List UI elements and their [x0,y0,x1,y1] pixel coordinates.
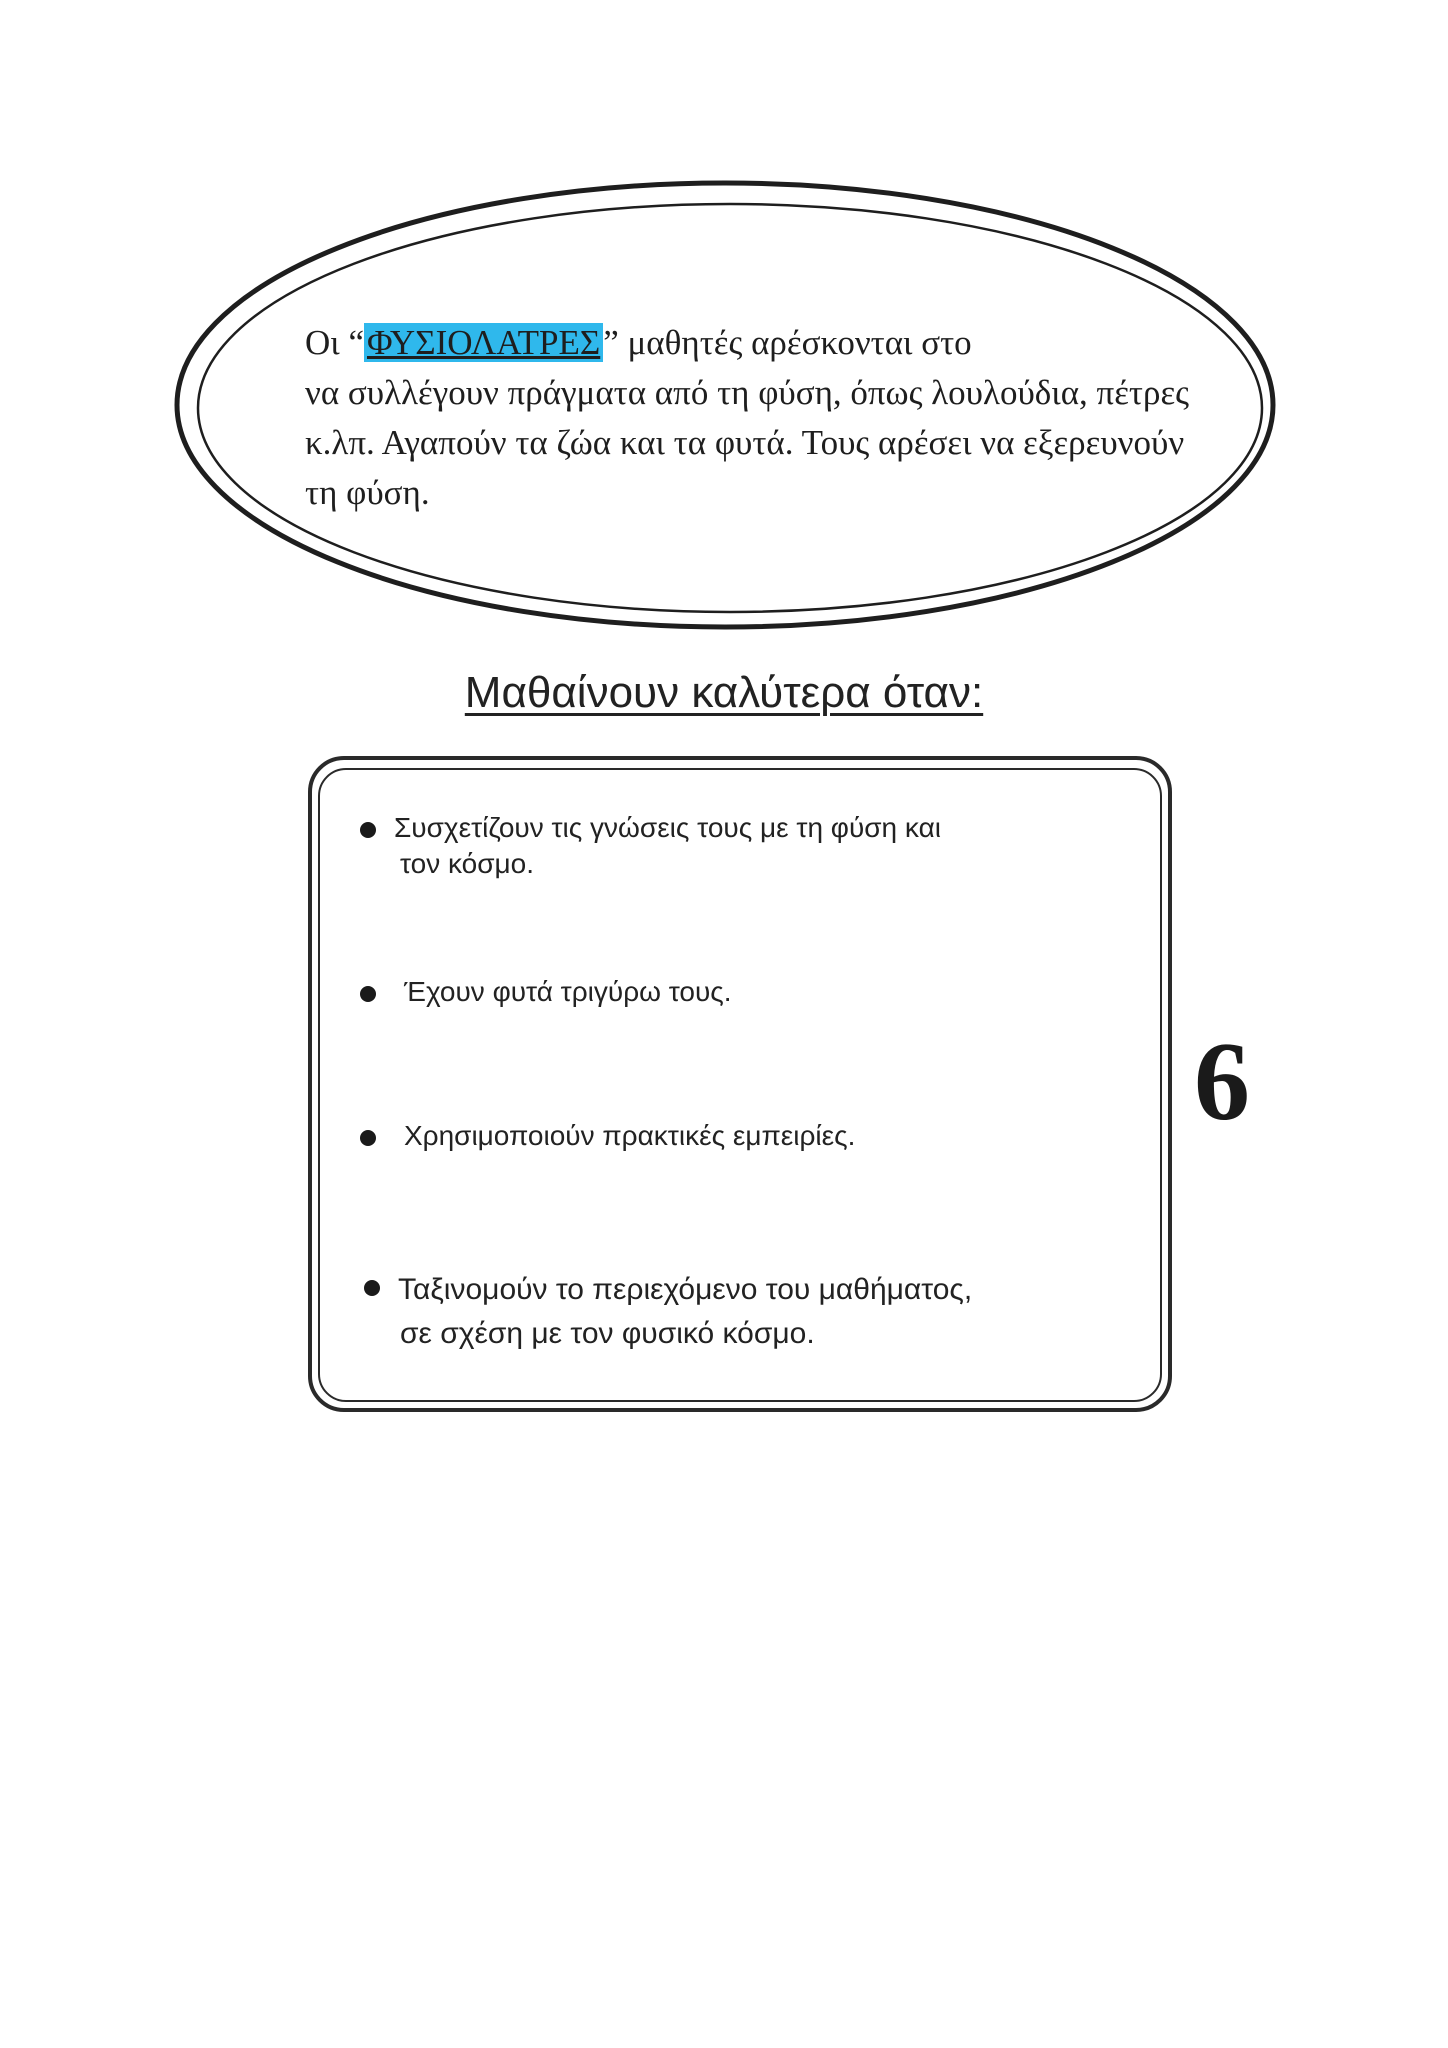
list-item-line: Χρησιμοποιούν πρακτικές εμπειρίες. [404,1120,856,1151]
bullet-icon [360,1130,376,1146]
list-item-line: Συσχετίζουν τις γνώσεις τους με τη φύση και [394,812,941,843]
page-number: 6 [1194,1020,1250,1144]
intro-line-4: τη φύση. [305,473,430,512]
highlighted-term: ΦΥΣΙΟΛΑΤΡΕΣ [364,323,603,362]
bullet-icon [360,986,376,1002]
intro-prefix: Οι “ [305,323,364,362]
list-item-line: σε σχέση με τον φυσικό κόσμο. [400,1317,815,1350]
list-item [404,1118,855,1154]
intro-line-3: κ.λπ. Αγαπούν τα ζώα και τα φυτά. Τους αρέσει να εξερευνούν [305,423,1185,462]
list-item [404,974,732,1010]
intro-line-1 [305,318,1325,368]
list-item-line: Ταξινομούν το περιεχόμενο του μαθήματος, [398,1273,973,1306]
bullet-icon [364,1280,380,1296]
intro-suffix: ” μαθητές αρέσκονται στο [603,323,972,362]
list-item-line: Έχουν φυτά τριγύρω τους. [404,976,732,1007]
list-item [398,1268,972,1356]
intro-oval [160,180,1360,640]
bullet-icon [360,822,376,838]
intro-line-2: να συλλέγουν πράγματα από τη φύση, όπως λουλούδια, πέτρες [305,373,1190,412]
intro-paragraph [305,318,1325,518]
list-item [394,810,941,882]
section-heading: Μαθαίνουν καλύτερα όταν: [464,668,984,717]
list-item-line: τον κόσμο. [400,848,535,879]
